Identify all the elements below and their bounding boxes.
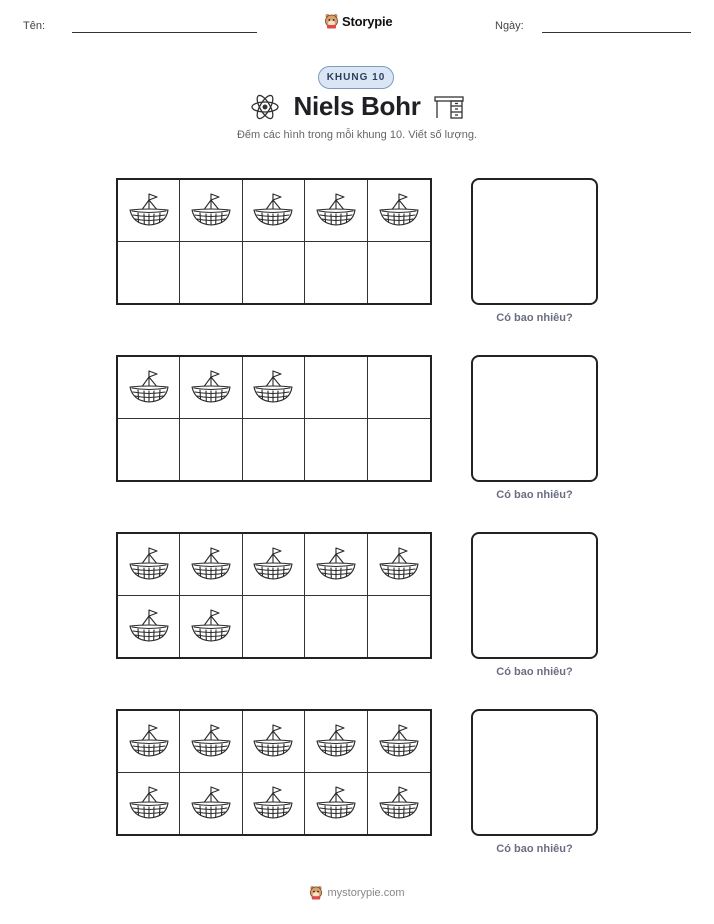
- ten-frame-cell: [243, 419, 305, 481]
- ten-frame-cell: [368, 180, 430, 242]
- ten-frame-cell: [180, 773, 242, 835]
- sailboat-icon: [315, 191, 357, 229]
- brand-logo: [324, 13, 392, 29]
- ten-frame-cell: [243, 534, 305, 596]
- ten-frame-cell: [305, 242, 367, 304]
- ten-frame-cell: [118, 534, 180, 596]
- ten-frame-cell: [180, 180, 242, 242]
- footer-url: mystorypie.com: [327, 886, 405, 899]
- ten-frame-cell: [243, 596, 305, 658]
- ten-frame-cell: [305, 357, 367, 419]
- sailboat-icon: [378, 722, 420, 760]
- ten-frame-cell: [305, 711, 367, 773]
- answer-box-3[interactable]: [471, 532, 598, 659]
- sailboat-icon: [315, 722, 357, 760]
- ten-frame-3: [116, 532, 432, 659]
- ten-frame-cell: [368, 534, 430, 596]
- sailboat-icon: [378, 784, 420, 822]
- ten-frame-cell: [180, 711, 242, 773]
- ten-frame-cell: [305, 773, 367, 835]
- sailboat-icon: [190, 545, 232, 583]
- answer-box-1[interactable]: [471, 178, 598, 305]
- ten-frame-cell: [368, 419, 430, 481]
- ten-frame-cell: [368, 711, 430, 773]
- ten-frame-cell: [118, 180, 180, 242]
- brand-name: Storypie: [342, 13, 393, 29]
- ten-frame-cell: [305, 534, 367, 596]
- ten-frame-cell: [305, 180, 367, 242]
- name-line: [72, 32, 257, 33]
- sailboat-icon: [190, 722, 232, 760]
- name-label: Tên:: [23, 20, 46, 32]
- ten-frame-cell: [305, 419, 367, 481]
- sailboat-icon: [128, 722, 170, 760]
- sailboat-icon: [190, 784, 232, 822]
- ten-frame-cell: [180, 419, 242, 481]
- sailboat-icon: [315, 784, 357, 822]
- answer-label-1: Có bao nhiêu?: [496, 312, 573, 324]
- sailboat-icon: [190, 368, 232, 406]
- ten-frame-cell: [118, 773, 180, 835]
- sailboat-icon: [128, 607, 170, 645]
- instruction-text: Đếm các hình trong mỗi khung 10. Viết số lượng.: [236, 129, 477, 141]
- ten-frame-cell: [118, 419, 180, 481]
- sailboat-icon: [128, 545, 170, 583]
- footer: [0, 885, 714, 900]
- ten-frame-cell: [368, 357, 430, 419]
- sailboat-icon: [128, 784, 170, 822]
- sailboat-icon: [252, 784, 294, 822]
- ten-frame-cell: [118, 596, 180, 658]
- sailboat-icon: [252, 368, 294, 406]
- sailboat-icon: [128, 191, 170, 229]
- ten-frame-4: [116, 709, 432, 836]
- ten-frame-cell: [243, 711, 305, 773]
- ten-frame-cell: [243, 773, 305, 835]
- ten-frame-cell: [118, 242, 180, 304]
- sailboat-icon: [190, 607, 232, 645]
- ten-frame-cell: [118, 357, 180, 419]
- storypie-mascot-icon: [309, 885, 323, 900]
- ten-frame-cell: [180, 357, 242, 419]
- title-row: [0, 89, 714, 127]
- sailboat-icon: [378, 545, 420, 583]
- storypie-mascot-icon: [324, 13, 339, 29]
- ten-frame-2: [116, 355, 432, 482]
- ten-frame-cell: [180, 242, 242, 304]
- date-line: [542, 32, 691, 33]
- sailboat-icon: [128, 368, 170, 406]
- ten-frame-cell: [368, 773, 430, 835]
- answer-box-4[interactable]: [471, 709, 598, 836]
- sailboat-icon: [252, 191, 294, 229]
- answer-label-3: Có bao nhiêu?: [496, 666, 573, 678]
- ten-frame-cell: [305, 596, 367, 658]
- ten-frame-cell: [118, 711, 180, 773]
- ten-frame-cell: [368, 596, 430, 658]
- ten-frame-cell: [243, 242, 305, 304]
- sailboat-icon: [378, 191, 420, 229]
- desk-icon: [433, 91, 465, 121]
- answer-label-2: Có bao nhiêu?: [496, 489, 573, 501]
- date-label: Ngày:: [495, 20, 524, 32]
- ten-frame-cell: [180, 534, 242, 596]
- ten-frame-cell: [368, 242, 430, 304]
- worksheet-badge: KHUNG 10: [318, 66, 394, 89]
- answer-label-4: Có bao nhiêu?: [496, 843, 573, 855]
- ten-frame-cell: [243, 357, 305, 419]
- sailboat-icon: [315, 545, 357, 583]
- ten-frame-cell: [243, 180, 305, 242]
- sailboat-icon: [252, 722, 294, 760]
- sailboat-icon: [252, 545, 294, 583]
- page-title: Niels Bohr: [293, 91, 421, 121]
- ten-frame-cell: [180, 596, 242, 658]
- sailboat-icon: [190, 191, 232, 229]
- answer-box-2[interactable]: [471, 355, 598, 482]
- ten-frame-1: [116, 178, 432, 305]
